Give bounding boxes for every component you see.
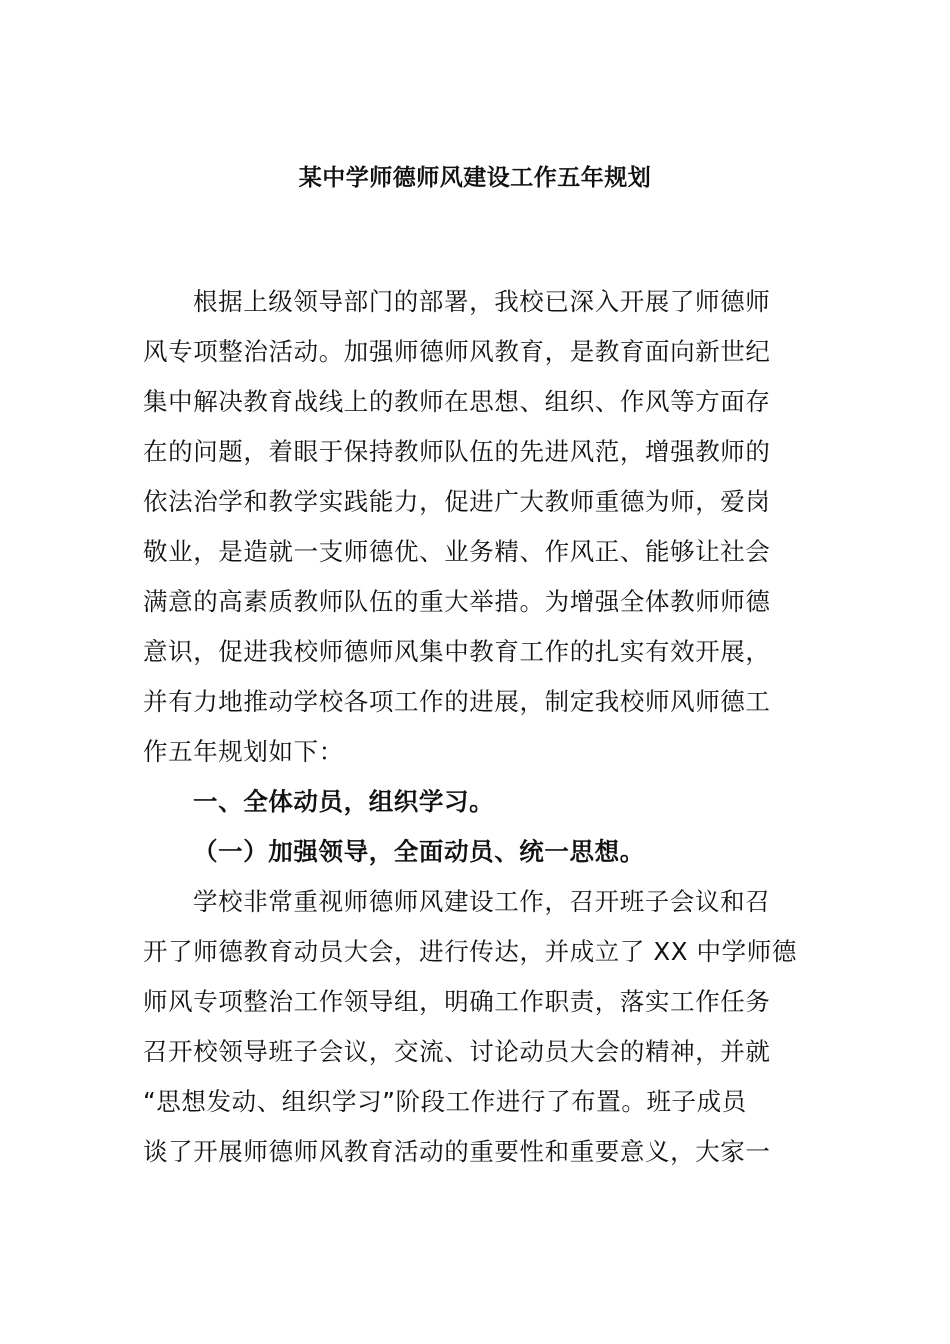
paragraph-line: 根据上级领导部门的部署，我校已深入开展了师德师 [193, 287, 771, 316]
paragraph-line: 学校非常重视师德师风建设工作，召开班子会议和召 [193, 887, 771, 916]
paragraph-line: 并有力地推动学校各项工作的进展，制定我校师风师德工 [143, 687, 771, 716]
subsection-heading: （一）加强领导，全面动员、统一思想。 [193, 837, 645, 866]
paragraph-line: 谈了开展师德师风教育活动的重要性和重要意义，大家一 [143, 1137, 771, 1166]
document-title: 某中学师德师风建设工作五年规划 [298, 165, 652, 191]
paragraph-line: 作五年规划如下： [143, 737, 344, 766]
paragraph-line: 召开校领导班子会议，交流、讨论动员大会的精神，并就 [143, 1037, 771, 1066]
paragraph-line: 开了师德教育动员大会，进行传达，并成立了 XX 中学师德 [143, 937, 797, 966]
paragraph-line: 敬业，是造就一支师德优、业务精、作风正、能够让社会 [143, 537, 771, 566]
paragraph-line: 师风专项整治工作领导组，明确工作职责，落实工作任务 [143, 987, 771, 1016]
paragraph-line: 风专项整治活动。加强师德师风教育，是教育面向新世纪 [143, 337, 771, 366]
paragraph-line: 在的问题，着眼于保持教师队伍的先进风范，增强教师的 [143, 437, 771, 466]
paragraph-line: 集中解决教育战线上的教师在思想、组织、作风等方面存 [143, 387, 771, 416]
paragraph-line: 依法治学和教学实践能力，促进广大教师重德为师，爱岗 [143, 487, 771, 516]
section-heading: 一、全体动员，组织学习。 [193, 787, 495, 816]
paragraph-line: “思想发动、组织学习”阶段工作进行了布置。班子成员 [143, 1087, 747, 1116]
paragraph-line: 满意的高素质教师队伍的重大举措。为增强全体教师师德 [143, 587, 771, 616]
paragraph-line: 意识，促进我校师德师风集中教育工作的扎实有效开展， [143, 637, 771, 666]
